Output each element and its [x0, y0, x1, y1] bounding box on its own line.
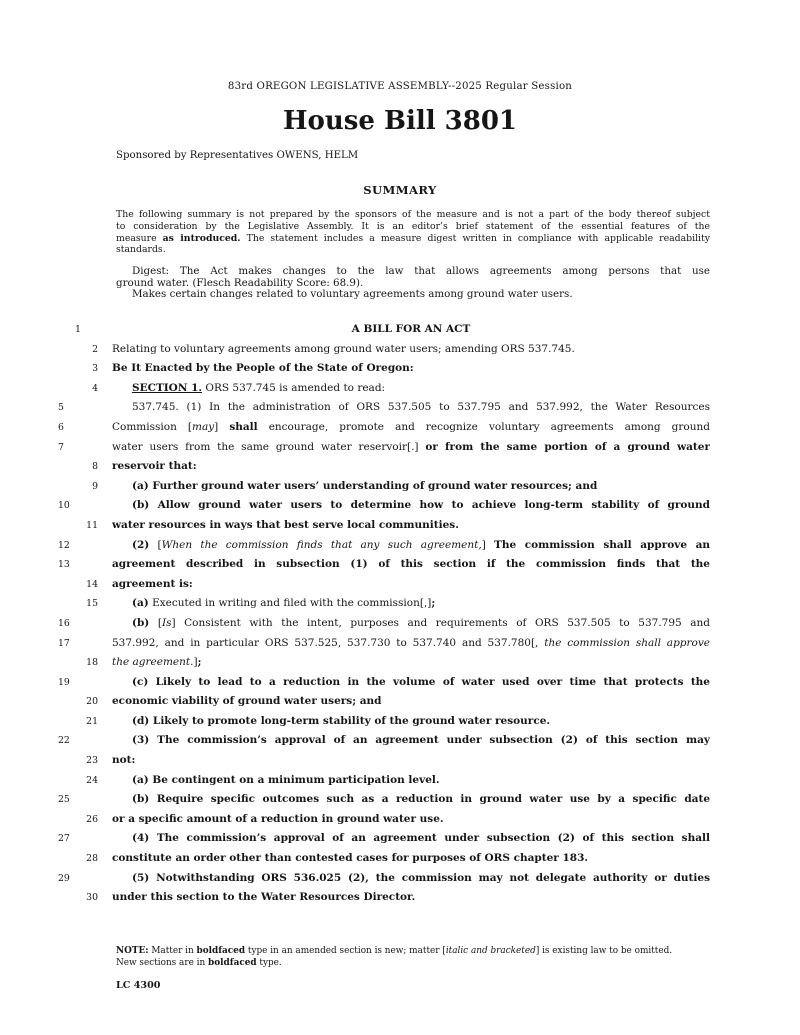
text-segment: SECTION 1. — [132, 381, 203, 394]
bill-line — [0, 536, 800, 556]
text-segment: (3) The commission’s approval of an agreement under subsection (2) of this section may — [132, 734, 710, 747]
line-text — [112, 516, 710, 536]
text-segment: standards. — [116, 244, 166, 256]
bill-line — [0, 575, 800, 595]
bill-title: House Bill 3801 — [282, 106, 518, 136]
text-segment: (c) Likely to lead to a reduction in the volume of water used over time that protects the — [132, 675, 710, 688]
text-segment: ] — [481, 538, 495, 551]
line-number: 17 — [58, 637, 70, 649]
line-text — [112, 829, 710, 849]
line-text — [112, 810, 710, 830]
text-segment: Relating to voluntary agreements among ground water users; amending ORS 537.745. — [112, 342, 575, 355]
line-number: 21 — [86, 715, 98, 727]
summary-line — [116, 244, 710, 256]
line-number: 15 — [86, 598, 98, 610]
bill-line — [0, 673, 800, 693]
text-segment: shall — [229, 420, 258, 433]
text-segment: under this section to the Water Resources Director. — [112, 891, 416, 904]
footer-note — [116, 946, 710, 969]
text-segment: may — [192, 420, 215, 433]
text-segment: reservoir that: — [112, 460, 197, 473]
bill-line — [0, 810, 800, 830]
text-segment: A BILL FOR AN ACT — [351, 323, 471, 335]
line-number: 9 — [92, 480, 98, 492]
line-text — [112, 692, 710, 712]
bill-line — [0, 731, 800, 751]
line-number: 5 — [58, 402, 64, 414]
line-number: 4 — [92, 382, 98, 394]
line-text — [112, 340, 710, 360]
text-segment: NOTE: — [116, 946, 149, 956]
bill-line — [0, 771, 800, 791]
bill-line — [0, 340, 800, 360]
line-text — [112, 379, 710, 399]
text-segment: (a) Be contingent on a minimum participation level. — [132, 773, 440, 786]
text-segment: The statement includes a measure digest written in compliance with applicable readability — [240, 232, 710, 244]
line-number: 25 — [58, 794, 70, 806]
line-text — [112, 869, 710, 889]
text-segment: type in an amended section is new; matter [ — [245, 946, 446, 956]
text-segment: or a specific amount of a reduction in ground water use. — [112, 812, 444, 825]
bill-line — [0, 496, 800, 516]
text-segment: as introduced. — [162, 232, 241, 244]
line-number: 16 — [58, 617, 70, 629]
line-text — [112, 888, 710, 908]
line-number: 7 — [58, 441, 64, 453]
line-number: 28 — [86, 853, 98, 865]
line-number: 27 — [58, 833, 70, 845]
text-segment: water users from the same ground water reservoir[.] — [112, 440, 426, 453]
line-number: 23 — [86, 755, 98, 767]
text-segment: type. — [256, 957, 282, 968]
bill-line — [0, 320, 800, 340]
line-text — [112, 477, 710, 497]
line-text — [112, 849, 710, 869]
line-number: 12 — [58, 539, 70, 551]
line-text — [112, 634, 710, 654]
bill-line — [0, 438, 800, 458]
note-line — [116, 958, 710, 970]
line-number: 20 — [86, 696, 98, 708]
bill-line — [0, 398, 800, 418]
text-segment: [ — [149, 616, 162, 629]
line-text — [112, 653, 710, 673]
text-segment: Is — [161, 616, 172, 629]
text-segment: 537.745. (1) In the administration of ORS 537.505 to 537.795 and 537.992, the Water Resources — [132, 401, 710, 414]
text-segment: The following summary is not prepared by the sponsors of the measure and is not a part of the body thereof subject — [116, 209, 710, 220]
line-text — [112, 320, 710, 340]
text-segment: ] — [193, 656, 198, 669]
summary-paragraph — [116, 209, 710, 256]
text-segment: water resources in ways that best serve local communities. — [112, 518, 459, 531]
text-segment: Executed in writing and filed with the commission[,] — [148, 597, 432, 610]
text-segment: agreement described in subsection (1) of this section if the commission finds that the — [112, 558, 710, 571]
text-segment: ORS 537.745 is amended to read: — [202, 381, 386, 394]
bill-line — [0, 712, 800, 732]
bill-line — [0, 653, 800, 673]
text-segment: (b) Allow ground water users to determine how to achieve long-term stability of ground — [132, 499, 710, 512]
line-number: 3 — [92, 363, 98, 375]
text-segment: Matter in — [148, 946, 197, 956]
text-segment: or from the same portion of a ground water — [425, 440, 710, 453]
line-text — [112, 594, 710, 614]
line-number: 8 — [92, 461, 98, 473]
line-number: 30 — [86, 892, 98, 904]
line-text — [112, 438, 710, 458]
line-number: 18 — [86, 657, 98, 669]
text-segment: ground water. (Flesch Readability Score: 68.9). — [116, 276, 364, 289]
digest-paragraph — [116, 266, 710, 301]
bill-body — [0, 320, 800, 908]
bill-line — [0, 829, 800, 849]
line-text — [112, 614, 710, 634]
bill-line — [0, 457, 800, 477]
text-segment: ] Consistent with the intent, purposes and requirements of ORS 537.505 to 537.795 and — [171, 616, 710, 629]
line-number: 2 — [92, 343, 98, 355]
text-segment: ] — [214, 420, 230, 433]
text-segment: agreement is: — [112, 577, 193, 590]
line-text — [112, 712, 710, 732]
line-text — [112, 673, 710, 693]
bill-line — [0, 888, 800, 908]
note-line — [116, 946, 710, 958]
line-number: 24 — [86, 774, 98, 786]
bill-line — [0, 594, 800, 614]
text-segment: Be It Enacted by the People of the State of Oregon: — [112, 362, 414, 375]
line-text — [112, 536, 710, 556]
bill-line — [0, 751, 800, 771]
text-segment: The commission shall approve an — [494, 538, 710, 551]
line-number: 26 — [86, 813, 98, 825]
text-segment: the commission shall approve — [538, 636, 710, 649]
line-text — [112, 496, 710, 516]
bill-line — [0, 359, 800, 379]
text-segment: ] is existing law to be omitted. — [535, 946, 673, 956]
text-segment: 537.992, and in particular ORS 537.525, 537.730 to 537.740 and 537.780[, — [112, 636, 539, 649]
bill-line — [0, 614, 800, 634]
bill-line — [0, 379, 800, 399]
bill-line — [0, 477, 800, 497]
bill-line — [0, 555, 800, 575]
bill-line — [0, 849, 800, 869]
summary-line — [116, 221, 710, 233]
text-segment: (b) — [132, 616, 150, 629]
line-text — [112, 771, 710, 791]
text-segment: encourage, promote and recognize voluntary agreements among ground — [257, 420, 710, 433]
text-segment: (d) Likely to promote long-term stability of the ground water resource. — [132, 714, 551, 727]
text-segment: (b) Require specific outcomes such as a reduction in ground water use by a specific date — [132, 793, 710, 806]
digest-line — [116, 289, 710, 301]
line-text — [112, 555, 710, 575]
session-header: 83rd OREGON LEGISLATIVE ASSEMBLY--2025 Regular Session — [227, 81, 573, 92]
line-text — [112, 457, 710, 477]
line-number: 6 — [58, 421, 64, 433]
line-number: 22 — [58, 735, 70, 747]
text-segment: to consideration by the Legislative Assembly. It is an editor’s brief statement of the essential features of the — [116, 220, 710, 232]
bill-line — [0, 634, 800, 654]
text-segment: boldfaced — [208, 957, 257, 968]
text-segment: (a) — [132, 597, 149, 610]
lc-number: LC 4300 — [116, 980, 161, 991]
text-segment: Makes certain changes related to voluntary agreements among ground water users. — [132, 288, 573, 300]
text-segment: When the commission finds that any such agreement, — [161, 538, 482, 551]
line-number: 29 — [58, 872, 70, 884]
bill-line — [0, 790, 800, 810]
text-segment: Digest: The Act makes changes to the law that allows agreements among persons that use — [132, 265, 710, 277]
line-number: 1 — [75, 324, 81, 335]
text-segment: italic and bracketed — [445, 946, 536, 956]
summary-heading: SUMMARY — [363, 183, 437, 197]
bill-line — [0, 516, 800, 536]
text-segment: not: — [112, 754, 136, 767]
line-text — [112, 359, 710, 379]
line-number: 14 — [86, 578, 98, 590]
summary-line — [116, 209, 710, 221]
text-segment: (2) — [132, 538, 150, 551]
bill-line — [0, 692, 800, 712]
line-text — [112, 731, 710, 751]
text-segment: (5) Notwithstanding ORS 536.025 (2), the commission may not delegate authority or duties — [132, 871, 710, 884]
line-text — [112, 418, 710, 438]
line-text — [112, 790, 710, 810]
text-segment: New sections are in — [116, 957, 209, 968]
text-segment: (4) The commission’s approval of an agreement under subsection (2) of this section shall — [132, 832, 710, 845]
text-segment: measure — [116, 232, 163, 244]
line-number: 10 — [58, 500, 70, 512]
text-segment: Commission [ — [112, 420, 192, 433]
bill-line — [0, 869, 800, 889]
text-segment: the agreement. — [112, 656, 194, 669]
line-number: 13 — [58, 559, 70, 571]
line-text — [112, 751, 710, 771]
sponsored-by: Sponsored by Representatives OWENS, HELM — [116, 150, 359, 161]
text-segment: ; — [197, 656, 202, 669]
text-segment: economic viability of ground water users; and — [112, 695, 382, 708]
bill-line — [0, 418, 800, 438]
summary-line — [116, 233, 710, 245]
line-number: 11 — [86, 519, 98, 531]
line-text — [112, 575, 710, 595]
line-number: 19 — [58, 676, 70, 688]
line-text — [112, 398, 710, 418]
text-segment: [ — [149, 538, 162, 551]
text-segment: constitute an order other than contested cases for purposes of ORS chapter 183. — [112, 852, 589, 865]
text-segment: boldfaced — [196, 946, 246, 956]
text-segment: ; — [431, 597, 436, 610]
text-segment: (a) Further ground water users’ understanding of ground water resources; and — [132, 479, 598, 492]
